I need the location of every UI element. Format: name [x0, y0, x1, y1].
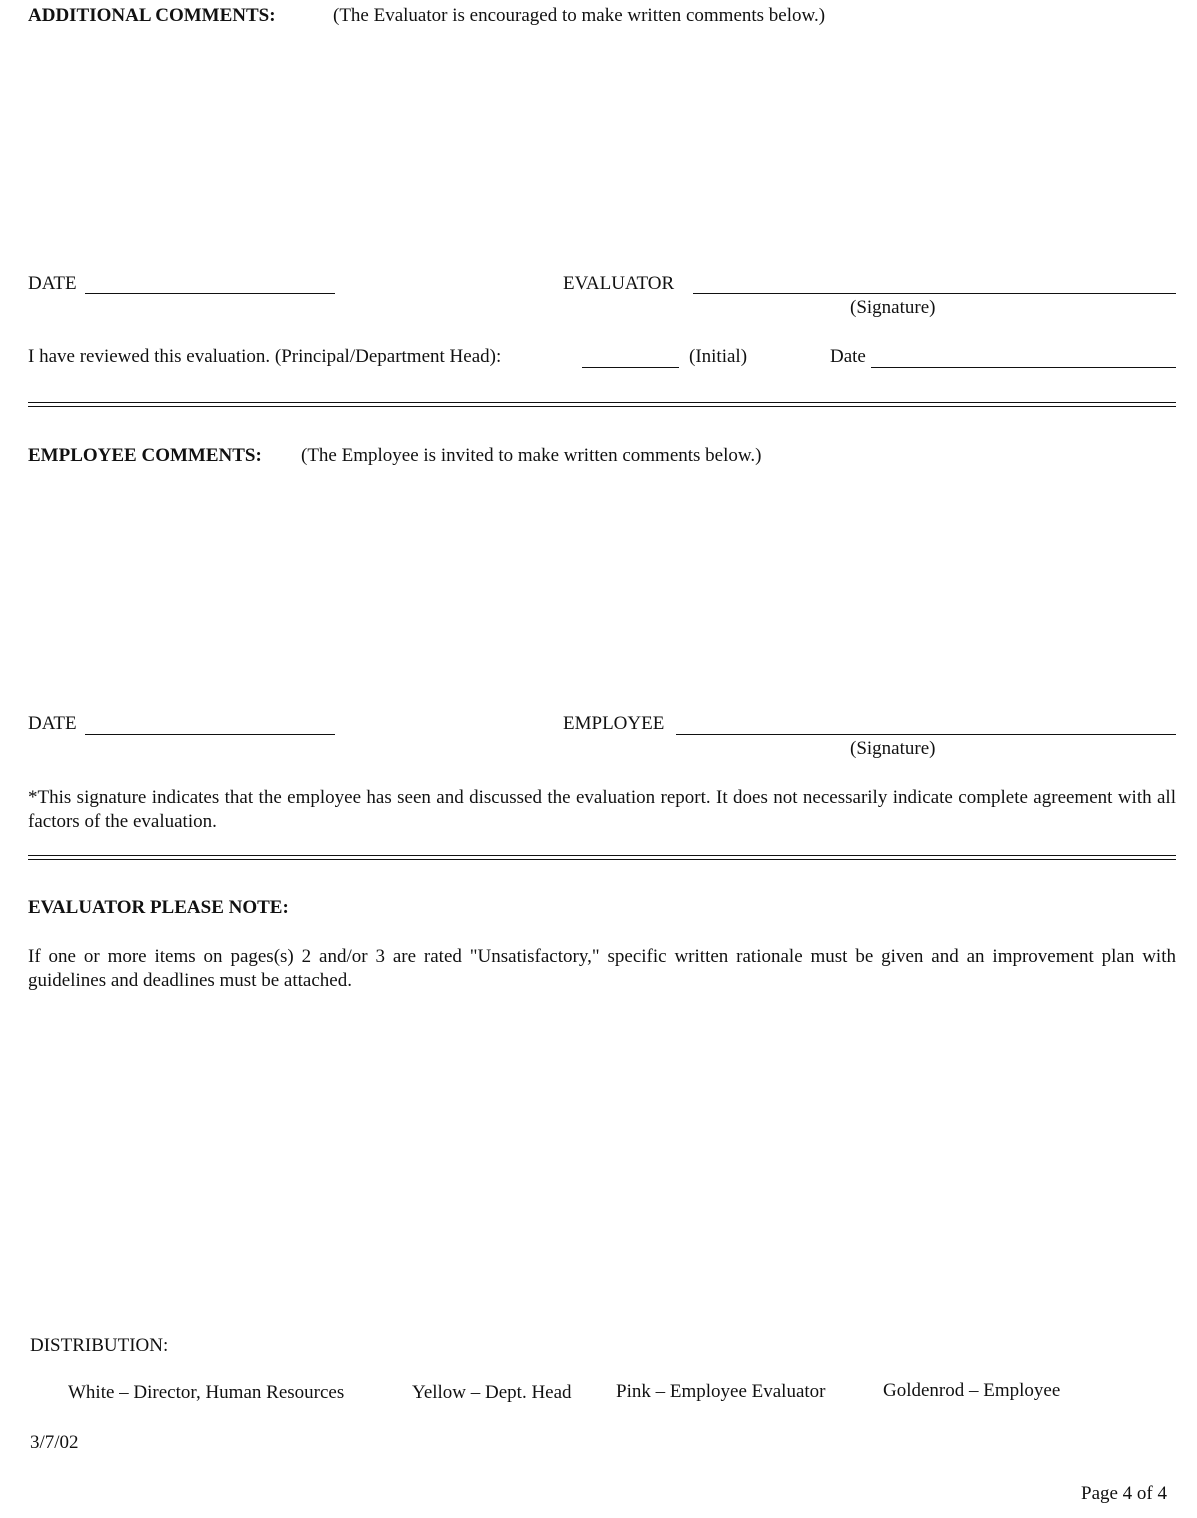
evaluator-note-text: If one or more items on pages(s) 2 and/or 3 are rated "Unsatisfactory," specific written rationale must be given and an improvement plan with guidelines and deadlines must be attached. — [28, 946, 1176, 991]
employee-comments-heading: EMPLOYEE COMMENTS: — [28, 445, 262, 466]
initial-line[interactable] — [582, 367, 679, 368]
review-date-label: Date — [830, 346, 866, 367]
evaluator-signature-caption: (Signature) — [850, 297, 936, 318]
distribution-heading: DISTRIBUTION: — [30, 1335, 169, 1356]
distribution-item-pink: Pink – Employee Evaluator — [616, 1381, 826, 1402]
employee-comments-instruction: (The Employee is invited to make written comments below.) — [301, 445, 762, 466]
review-date-line[interactable] — [871, 367, 1176, 368]
distribution-item-goldenrod: Goldenrod – Employee — [883, 1380, 1061, 1401]
evaluator-date-line[interactable] — [85, 293, 335, 294]
evaluator-label: EVALUATOR — [563, 273, 675, 294]
initial-label: (Initial) — [689, 346, 748, 367]
distribution-item-white: White – Director, Human Resources — [68, 1382, 345, 1403]
distribution-item-yellow: Yellow – Dept. Head — [412, 1382, 572, 1403]
additional-comments-instruction: (The Evaluator is encouraged to make written comments below.) — [333, 5, 826, 26]
page-number: Page 4 of 4 — [1081, 1483, 1168, 1504]
employee-label: EMPLOYEE — [563, 713, 665, 734]
employee-signature-line[interactable] — [676, 734, 1176, 735]
additional-comments-heading: ADDITIONAL COMMENTS: — [28, 5, 276, 26]
review-statement: I have reviewed this evaluation. (Principal/Department Head): — [28, 346, 502, 367]
divider-bottom-2 — [28, 859, 1176, 860]
signature-note: *This signature indicates that the employee has seen and discussed the evaluation report. It does not necessarily indicate complete agreement with all factors of the evaluation. — [28, 787, 1176, 832]
evaluator-note-heading: EVALUATOR PLEASE NOTE: — [28, 897, 289, 918]
divider-bottom — [28, 406, 1176, 407]
divider-top-2 — [28, 855, 1176, 856]
divider-top — [28, 402, 1176, 403]
evaluator-date-label: DATE — [28, 273, 77, 294]
form-date: 3/7/02 — [30, 1432, 79, 1453]
employee-date-label: DATE — [28, 713, 77, 734]
employee-signature-caption: (Signature) — [850, 738, 936, 759]
evaluator-signature-line[interactable] — [693, 293, 1176, 294]
employee-date-line[interactable] — [85, 734, 335, 735]
